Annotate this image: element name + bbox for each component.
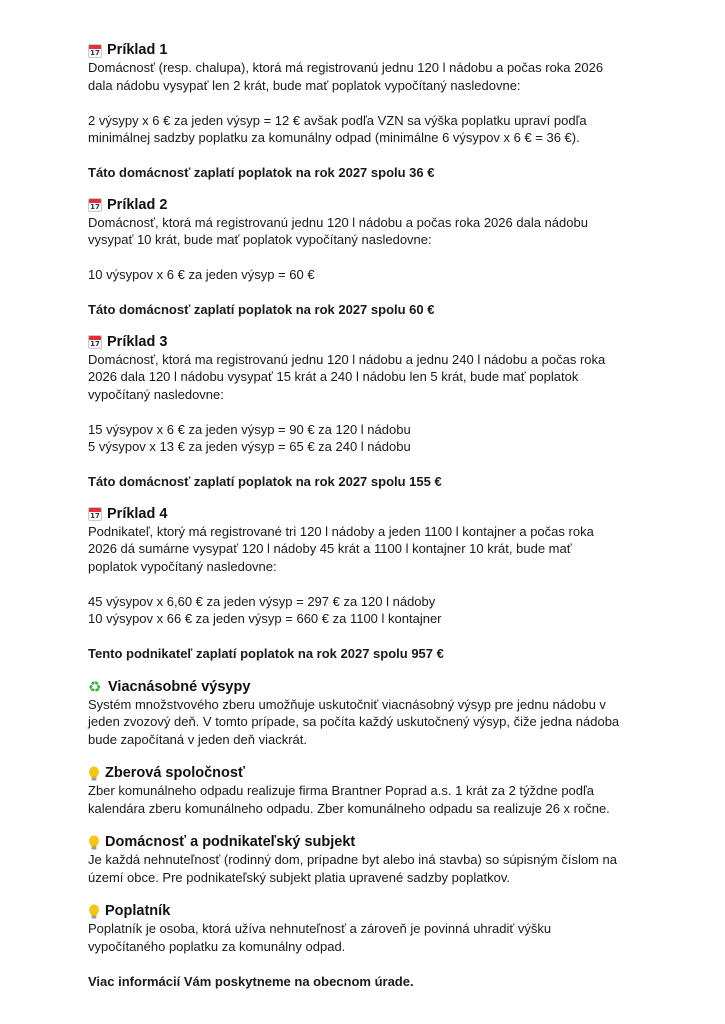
example-2-desc-line: Domácnosť, ktorá má registrovanú jednu 120 l nádobu a počas roka 2026 dala nádobu — [88, 214, 588, 230]
document-page — [88, 42, 648, 990]
lightbulb-icon — [88, 766, 100, 782]
example-3-desc-line: 2026 dala 120 l nádobu vysypať 15 krát a 240 l nádobu len 5 krát, bude mať poplatok — [88, 369, 579, 384]
example-3-calc-line: 5 výsypov x 13 € za jeden výsyp = 65 € za 240 l nádobu — [88, 439, 411, 454]
info-multiple-pickups — [88, 679, 648, 749]
calendar-icon: 17 — [88, 44, 102, 58]
example-4-title: Príklad 4 — [107, 505, 168, 522]
example-4-desc-line: poplatok vypočítaný nasledovne: — [88, 558, 277, 574]
example-1-desc-line: Domácnosť (resp. chalupa), ktorá má registrovanú jednu 120 l nádobu a počas roka 2026 — [88, 60, 604, 75]
info-collection-company — [88, 765, 648, 817]
lightbulb-icon — [88, 835, 100, 851]
example-1-desc-line: dala nádobu vysypať len 2 krát, bude mať poplatok vypočítaný nasledovne: — [88, 77, 521, 93]
info-payer-heading — [88, 903, 648, 920]
info-household-business-title: Domácnosť a podnikateľský subjekt — [105, 834, 356, 850]
info-household-business — [88, 834, 648, 886]
example-3-total: Táto domácnosť zaplatí poplatok na rok 2027 spolu 155 € — [88, 474, 442, 489]
calendar-icon: 17 — [88, 335, 102, 349]
example-1-total: Táto domácnosť zaplatí poplatok na rok 2027 spolu 36 € — [88, 165, 435, 180]
info-line: jeden zvozový deň. V tomto prípade, sa počíta každý uskutočnený výsyp, čiže jedna nádoba — [88, 714, 620, 729]
example-3 — [88, 334, 648, 491]
example-4 — [88, 506, 648, 663]
example-1 — [88, 42, 648, 182]
calendar-icon: 17 — [88, 507, 102, 521]
example-3-desc-line: Domácnosť, ktorá ma registrovanú jednu 120 l nádobu a jednu 240 l nádobu a počas roka — [88, 351, 606, 367]
info-line: bude započítaná v jeden deň viackrát. — [88, 731, 307, 747]
example-4-desc-line: 2026 dá sumárne vysypať 120 l nádoby 45 krát a 1100 l kontajner 10 krát, bude mať — [88, 541, 572, 556]
example-2-total: Táto domácnosť zaplatí poplatok na rok 2027 spolu 60 € — [88, 302, 435, 317]
example-3-desc-line: vypočítaný nasledovne: — [88, 386, 224, 402]
info-line: Je každá nehnuteľnosť (rodinný dom, prípadne byt alebo iná stavba) so súpisným číslom na — [88, 852, 617, 867]
lightbulb-icon — [88, 904, 100, 920]
example-1-calc-line: 2 výsypy x 6 € za jeden výsyp = 12 € avšak podľa VZN sa výška poplatku upraví podľa — [88, 112, 587, 128]
example-3-title: Príklad 3 — [107, 333, 168, 350]
info-payer-title: Poplatník — [105, 903, 171, 919]
info-collection-company-heading — [88, 765, 648, 782]
example-2-desc-line: vysypať 10 krát, bude mať poplatok vypočítaný nasledovne: — [88, 232, 432, 247]
example-3-calc-line: 15 výsypov x 6 € za jeden výsyp = 90 € za 120 l nádobu — [88, 421, 411, 437]
info-multiple-pickups-title: Viacnásobné výsypy — [108, 678, 251, 695]
example-2 — [88, 197, 648, 319]
info-line: kalendára zberu komunálneho odpadu. Zber komunálneho odpadu sa realizuje 26 x ročne. — [88, 800, 610, 816]
recycle-icon: ♻ — [88, 677, 102, 696]
info-household-business-heading — [88, 834, 648, 851]
example-4-desc-line: Podnikateľ, ktorý má registrované tri 120 l nádoby a jeden 1100 l kontajner a počas roka — [88, 523, 594, 539]
example-4-total: Tento podnikateľ zaplatí poplatok na rok 2027 spolu 957 € — [88, 646, 444, 661]
info-line: Zber komunálneho odpadu realizuje firma Brantner Poprad a.s. 1 krát za 2 týždne podľa — [88, 783, 595, 798]
info-payer — [88, 903, 648, 990]
example-2-calc-line: 10 výsypov x 6 € za jeden výsyp = 60 € — [88, 267, 315, 282]
example-1-heading — [88, 42, 648, 59]
example-2-heading — [88, 197, 648, 214]
info-line: Poplatník je osoba, ktorá užíva nehnuteľnosť a zároveň je povinná uhradiť výšku — [88, 921, 552, 936]
example-1-calc-line: minimálnej sadzby poplatku za komunálny odpad (minimálne 6 výsypov x 6 € = 36 €). — [88, 130, 580, 145]
info-line: území obce. Pre podnikateľský subjekt platia upravené sadzby poplatkov. — [88, 869, 510, 885]
example-3-heading — [88, 334, 648, 351]
example-4-calc-line: 10 výsypov x 66 € za jeden výsyp = 660 € za 1100 l kontajner — [88, 611, 442, 626]
example-4-heading — [88, 506, 648, 523]
info-collection-company-title: Zberová spoločnosť — [105, 765, 245, 781]
example-4-calc-line: 45 výsypov x 6,60 € za jeden výsyp = 297 € za 120 l nádoby — [88, 593, 436, 609]
footer-note: Viac informácií Vám poskytneme na obecnom úrade. — [88, 973, 414, 989]
example-2-title: Príklad 2 — [107, 196, 168, 213]
info-multiple-pickups-heading — [88, 679, 648, 696]
example-1-title: Príklad 1 — [107, 42, 168, 58]
calendar-icon: 17 — [88, 198, 102, 212]
info-line: vypočítaného poplatku za komunálny odpad. — [88, 938, 346, 954]
info-line: Systém množstvového zberu umožňuje uskutočniť viacnásobný výsyp pre jednu nádobu v — [88, 696, 606, 712]
